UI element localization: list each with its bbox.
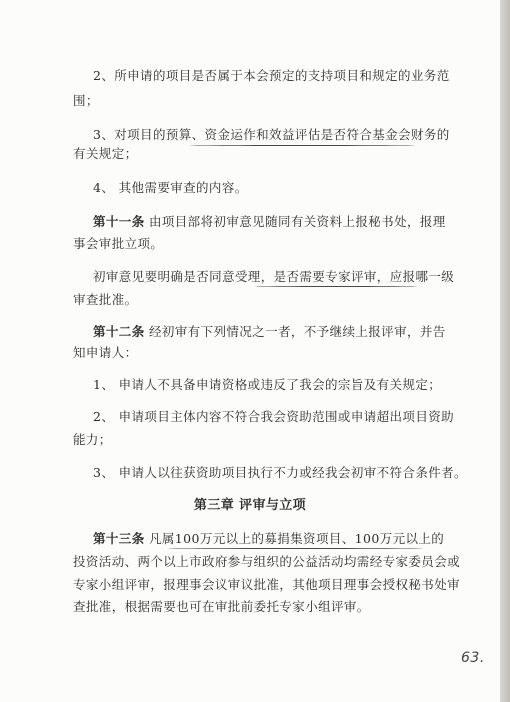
text-line: 能力； <box>73 432 112 447</box>
text-line: 事会审批立项。 <box>73 236 164 251</box>
article-line <box>93 532 500 546</box>
article-text: 凡属100万元以上的募捐集资项目、100万元以上的 <box>144 531 445 546</box>
handwritten-underline <box>190 145 415 146</box>
text-line: 投资活动、两个以上市政府参与组织的公益活动均需经专家委员会或 <box>73 554 461 569</box>
text-line: 有关规定； <box>73 146 138 161</box>
text-line: 围； <box>73 93 99 108</box>
article-line <box>93 325 500 339</box>
text-line: 2、所申请的项目是否属于本会预定的支持项目和规定的业务范 <box>93 68 450 83</box>
chapter-heading: 第三章 评审与立项 <box>193 498 307 513</box>
article-line <box>93 215 500 229</box>
text-line: 2、 申请项目主体内容不符合我会资助范围或申请超出项目资助 <box>93 409 455 424</box>
text-line: 查批准，根据需要也可在审批前委托专家小组评审。 <box>73 599 370 614</box>
text-line: 1、 申请人不具备申请资格或违反了我会的宗旨及有关规定； <box>93 377 442 392</box>
handwritten-page-number: 63. <box>461 650 485 666</box>
text-line: 3、 申请人以往获资助项目执行不力或经我会初审不符合条件者。 <box>93 465 467 480</box>
text-line: 知申请人： <box>73 345 138 360</box>
text-line: 专家小组评审，报理事会议审议批准，其他项目理事会授权秘书处审 <box>73 577 461 592</box>
text-line: 初审意见要明确是否同意受理，是否需要专家评审，应报哪一级 <box>93 269 455 284</box>
page-edge-shadow <box>500 0 510 702</box>
article-text: 经初审有下列情况之一者，不予继续上报评审，并告 <box>144 324 446 339</box>
article-text: 由项目部将初审意见随同有关资料上报秘书处，报理 <box>144 214 446 229</box>
article-number: 第十一条 <box>93 214 145 229</box>
text-line: 4、 其他需要审查的内容。 <box>93 180 248 195</box>
article-number: 第十三条 <box>93 531 145 546</box>
text-line: 3、对项目的预算、资金运作和效益评估是否符合基金会财务的 <box>93 127 450 142</box>
text-line: 审查批准。 <box>73 292 138 307</box>
handwritten-underline <box>255 286 417 287</box>
handwritten-underline <box>168 548 423 549</box>
article-number: 第十二条 <box>93 324 145 339</box>
